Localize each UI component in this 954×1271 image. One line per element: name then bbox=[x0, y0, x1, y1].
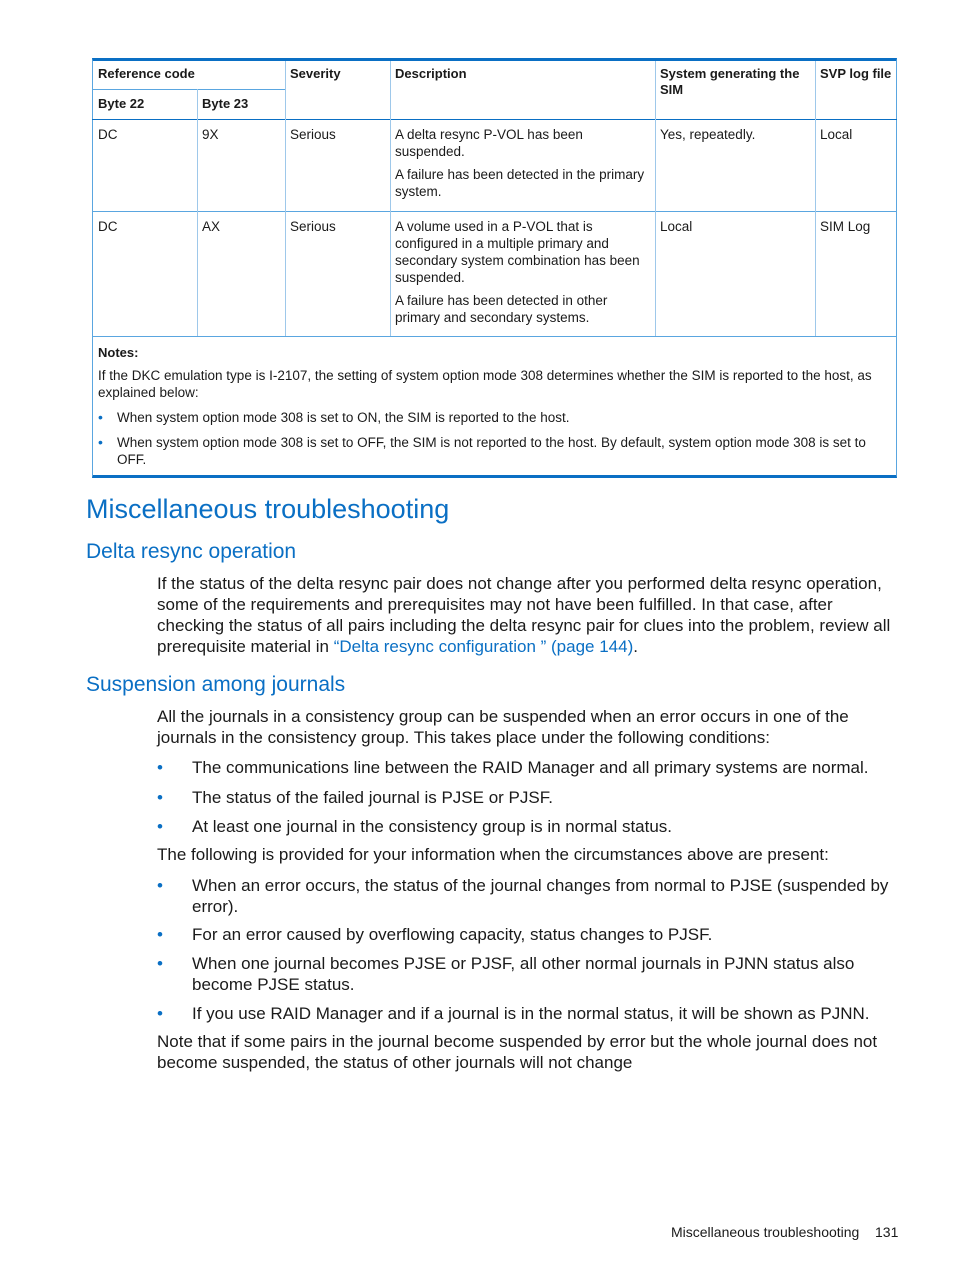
header-bottom-rule bbox=[92, 119, 897, 120]
row-divider bbox=[92, 211, 897, 212]
section-title: Miscellaneous troubleshooting bbox=[86, 494, 450, 524]
header-byte23: Byte 23 bbox=[202, 96, 249, 111]
delta-resync-text-end: . bbox=[633, 637, 638, 656]
bullet-icon: • bbox=[157, 788, 163, 807]
info-text: When an error occurs, the status of the journal changes from normal to PJSE (suspended by error). bbox=[192, 876, 889, 916]
table-cell-severity: Serious bbox=[290, 219, 336, 234]
notes-bullet-text: When system option mode 308 is set to OFF, the SIM is not reported to the host. By default, system option mode 308 is set to OFF. bbox=[117, 435, 866, 467]
info-text: For an error caused by overflowing capacity, status changes to PJSF. bbox=[192, 925, 713, 944]
header-svp-log-file: SVP log file bbox=[820, 66, 892, 81]
description-line: A delta resync P-VOL has been suspended. bbox=[395, 127, 583, 159]
bullet-icon: • bbox=[157, 925, 163, 944]
delta-resync-heading: Delta resync operation bbox=[86, 540, 297, 563]
bullet-icon: • bbox=[157, 758, 163, 777]
table-cell-svp: Local bbox=[820, 127, 853, 142]
column-divider bbox=[815, 61, 816, 336]
table-cell-byte23: AX bbox=[202, 219, 221, 234]
suspension-intro: All the journals in a consistency group can be suspended when an error occurs in one of the journals in the consistency group. This takes place under the following conditions: bbox=[157, 707, 849, 747]
table-cell-system: Yes, repeatedly. bbox=[660, 127, 756, 142]
footer-label: Miscellaneous troubleshooting bbox=[671, 1224, 860, 1240]
row-divider bbox=[92, 336, 897, 337]
table-cell-byte22: DC bbox=[98, 219, 118, 234]
bullet-icon: • bbox=[157, 817, 163, 836]
header-divider bbox=[92, 89, 286, 90]
column-divider bbox=[197, 89, 198, 336]
description-line: A failure has been detected in other primary and secondary systems. bbox=[395, 293, 608, 325]
bullet-icon: • bbox=[98, 434, 103, 450]
notes-intro: If the DKC emulation type is I-2107, the setting of system option mode 308 determines whether the SIM is reported to the host, as explained below: bbox=[98, 368, 872, 400]
bullet-icon: • bbox=[157, 1004, 163, 1023]
info-text: When one journal becomes PJSE or PJSF, all other normal journals in PJNN status also become PJSE status. bbox=[192, 954, 855, 994]
header-reference-code: Reference code bbox=[98, 66, 195, 81]
suspension-heading: Suspension among journals bbox=[86, 673, 346, 696]
table-cell-description bbox=[395, 126, 652, 206]
table-cell-system: Local bbox=[660, 219, 693, 234]
column-divider bbox=[390, 61, 391, 336]
table-cell-description bbox=[395, 218, 652, 332]
condition-text: At least one journal in the consistency group is in normal status. bbox=[192, 817, 673, 836]
column-divider bbox=[655, 61, 656, 336]
condition-text: The communications line between the RAID Manager and all primary systems are normal. bbox=[192, 758, 869, 777]
info-intro: The following is provided for your information when the circumstances above are present: bbox=[157, 845, 829, 864]
delta-resync-paragraph bbox=[157, 573, 902, 657]
delta-resync-config-link[interactable]: “Delta resync configuration ” (page 144) bbox=[333, 637, 634, 656]
bullet-icon: • bbox=[98, 409, 103, 425]
condition-text: The status of the failed journal is PJSE or PJSF. bbox=[192, 788, 553, 807]
table-cell-severity: Serious bbox=[290, 127, 336, 142]
header-severity: Severity bbox=[290, 66, 341, 81]
bullet-icon: • bbox=[157, 954, 163, 973]
bullet-icon: • bbox=[157, 876, 163, 895]
notes-bullet-text: When system option mode 308 is set to ON, the SIM is reported to the host. bbox=[117, 410, 570, 425]
info-text: If you use RAID Manager and if a journal is in the normal status, it will be shown as PJNN. bbox=[192, 1004, 870, 1023]
page-number: 131 bbox=[875, 1224, 899, 1240]
header-system-generating: System generating the SIM bbox=[660, 66, 800, 97]
closing-paragraph: Note that if some pairs in the journal become suspended by error but the whole journal does not become suspended, the status of other journals will not change bbox=[157, 1032, 878, 1072]
table-cell-byte23: 9X bbox=[202, 127, 219, 142]
description-line: A volume used in a P-VOL that is configured in a multiple primary and secondary system combination has been suspended. bbox=[395, 219, 640, 285]
description-line: A failure has been detected in the primary system. bbox=[395, 167, 645, 199]
header-description: Description bbox=[395, 66, 467, 81]
delta-resync-text: If the status of the delta resync pair does not change after you performed delta resync operation, some of the requirements and prerequisites may not have been fulfilled. In that case, after checking the status of all pairs including the delta resync pair for clues into the problem, review all prerequisite material in bbox=[157, 574, 891, 656]
table-cell-byte22: DC bbox=[98, 127, 118, 142]
table-cell-svp: SIM Log bbox=[820, 219, 871, 234]
header-byte22: Byte 22 bbox=[98, 96, 145, 111]
column-divider bbox=[285, 61, 286, 336]
notes-title: Notes: bbox=[98, 345, 139, 360]
